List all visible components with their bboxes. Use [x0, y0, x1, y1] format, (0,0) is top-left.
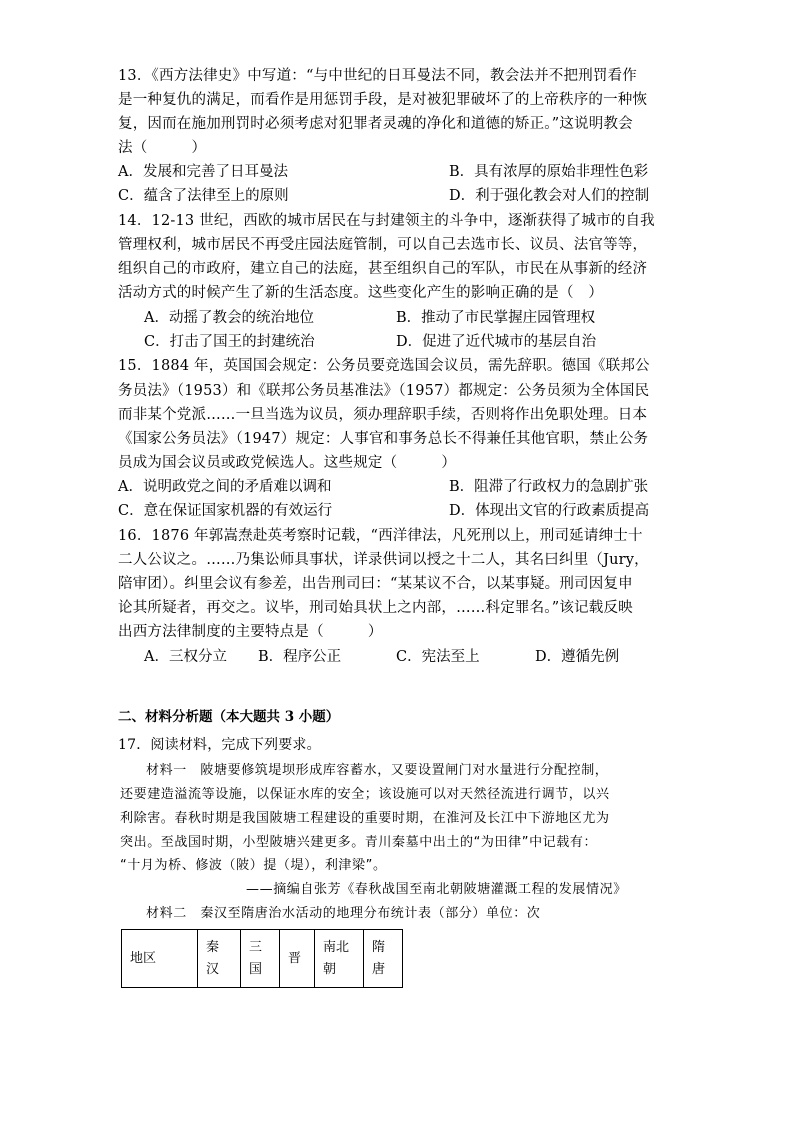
header-qinhan-2: 汉 [206, 961, 220, 977]
q14-line-4: 活动方式的时候产生了新的生活态度。这些变化产生的影响正确的是（ ） [118, 285, 604, 301]
table-header-row [122, 930, 403, 988]
q13-line-1: 13．《西方法律史》中写道：“与中世纪的日耳曼法不同，教会法并不把刑罚看作 [118, 68, 638, 84]
q16-line-3: 陪审团）。纠里会议有参差，出告刑司曰：“某某议不合，以某事疑。刑司因复申 [118, 576, 633, 592]
header-jin: 晋 [288, 950, 302, 966]
table-header-cell [198, 930, 241, 988]
q15-line-3: 而非某个党派……一旦当选为议员，须办理辞职手续，否则将作出免职处理。日本 [118, 407, 648, 423]
q16-option-d: D．遵循先例 [535, 649, 620, 665]
material2-title: 材料二 秦汉至隋唐治水活动的地理分布统计表（部分）单位：次 [146, 906, 541, 921]
header-suitang-1: 隋 [372, 939, 386, 955]
q14-line-1: 14．12-13 世纪，西欧的城市居民在与封建领主的斗争中，逐渐获得了城市的自我 [118, 213, 655, 229]
q16-line-1: 16．1876 年郭嵩焘赴英考察时记载，“西洋律法，凡死刑以上，刑司延请绅士十 [118, 528, 643, 544]
q13-option-d: D．利于强化教会对人们的控制 [449, 188, 650, 204]
table-header-cell [241, 930, 280, 988]
q16-option-c: C．宪法至上 [396, 649, 480, 665]
q13-option-b: B．具有浓厚的原始非理性色彩 [449, 164, 649, 180]
header-sanguo-2: 国 [249, 961, 263, 977]
header-sanguo-1: 三 [249, 939, 263, 955]
q13-line-3: 复，因而在施加刑罚时必须考虑对犯罪者灵魂的净化和道德的矫正。”这说明教会 [118, 116, 633, 132]
q16-option-b: B．程序公正 [258, 649, 342, 665]
header-nanbeichao-1: 南北 [323, 939, 350, 955]
header-nanbeichao-2: 朝 [323, 961, 337, 977]
q15-line-1: 15．1884 年，英国国会规定：公务员要竞选国会议员，需先辞职。德国《联邦公 [118, 358, 650, 374]
table-header-cell [315, 930, 364, 988]
q14-option-b: B．推动了市民掌握庄园管理权 [396, 310, 596, 326]
q14-option-d: D．促进了近代城市的基层自治 [396, 334, 597, 350]
q16-line-4: 论其所疑者，再交之。议毕，刑司始具状上之内部，……科定罪名。”该记载反映 [118, 600, 633, 616]
table-header-cell [280, 930, 315, 988]
header-qinhan-1: 秦 [206, 939, 220, 955]
q13-option-c: C．蕴含了法律至上的原则 [118, 188, 289, 204]
table-header-cell [122, 930, 198, 988]
table-header-cell [364, 930, 403, 988]
q14-option-c: C．打击了国王的封建统治 [144, 334, 315, 350]
q15-option-d: D．体现出文官的行政素质提高 [449, 503, 650, 519]
q13-line-2: 是一种复仇的满足，而看作是用惩罚手段，是对被犯罪破坏了的上帝秩序的一种恢 [118, 92, 648, 108]
q16-line-2: 二人公议之。……乃集讼师具事状，详录供词以授之十二人，其名曰纠里（Jury， [118, 552, 649, 568]
q15-option-b: B．阻滞了行政权力的急剧扩张 [449, 479, 649, 495]
header-region: 地区 [130, 950, 157, 966]
section-2-title: 二、材料分析题（本大题共 3 小题） [118, 709, 340, 725]
q13-line-4: 法（ ） [118, 140, 207, 156]
q14-line-3: 组织自己的市政府，建立自己的法庭，甚至组织自己的军队，市民在从事新的经济 [118, 261, 648, 277]
q16-option-a: A．三权分立 [144, 649, 227, 665]
q15-line-5: 员成为国会议员或政党候选人。这些规定（ ） [118, 455, 457, 471]
q15-option-a: A．说明政党之间的矛盾难以调和 [118, 479, 332, 495]
q14-line-2: 管理权利，城市居民不再受庄园法庭管制，可以自己去选市长、议员、法官等等， [118, 237, 648, 253]
material1-line-4: 突出。至战国时期，小型陂塘兴建更多。青川秦墓中出土的“为田律”中记载有： [120, 835, 598, 850]
q15-option-c: C．意在保证国家机器的有效运行 [118, 503, 333, 519]
material1-line-2: 还要建造溢流等设施，以保证水库的安全；该设施可以对天然径流进行调节，以兴 [120, 787, 610, 802]
q17-intro: 17．阅读材料，完成下列要求。 [118, 737, 321, 753]
material1-source: ——摘编自张芳《春秋战国至南北朝陂塘灌溉工程的发展情况》 [246, 882, 627, 897]
material1-line-1: 材料一 陂塘要修筑堤坝形成库容蓄水，又要设置闸门对水量进行分配控制， [146, 763, 609, 778]
material1-line-3: 利除害。春秋时期是我国陂塘工程建设的重要时期，在淮河及长江中下游地区尤为 [120, 811, 610, 826]
q15-line-2: 务员法》（1953）和《联邦公务员基准法》（1957）都规定：公务员须为全体国民 [118, 383, 650, 399]
q16-line-5: 出西方法律制度的主要特点是（ ） [118, 624, 383, 640]
q14-option-a: A．动摇了教会的统治地位 [144, 310, 314, 326]
material1-line-5: “十月为桥、修波（陂）提（堤），利津梁”。 [120, 858, 387, 873]
q15-line-4: 《国家公务员法》（1947）规定：人事官和事务总长不得兼任其他官职，禁止公务 [118, 431, 649, 447]
q13-option-a: A．发展和完善了日耳曼法 [118, 164, 288, 180]
header-suitang-2: 唐 [372, 961, 386, 977]
statistics-table [121, 929, 403, 988]
